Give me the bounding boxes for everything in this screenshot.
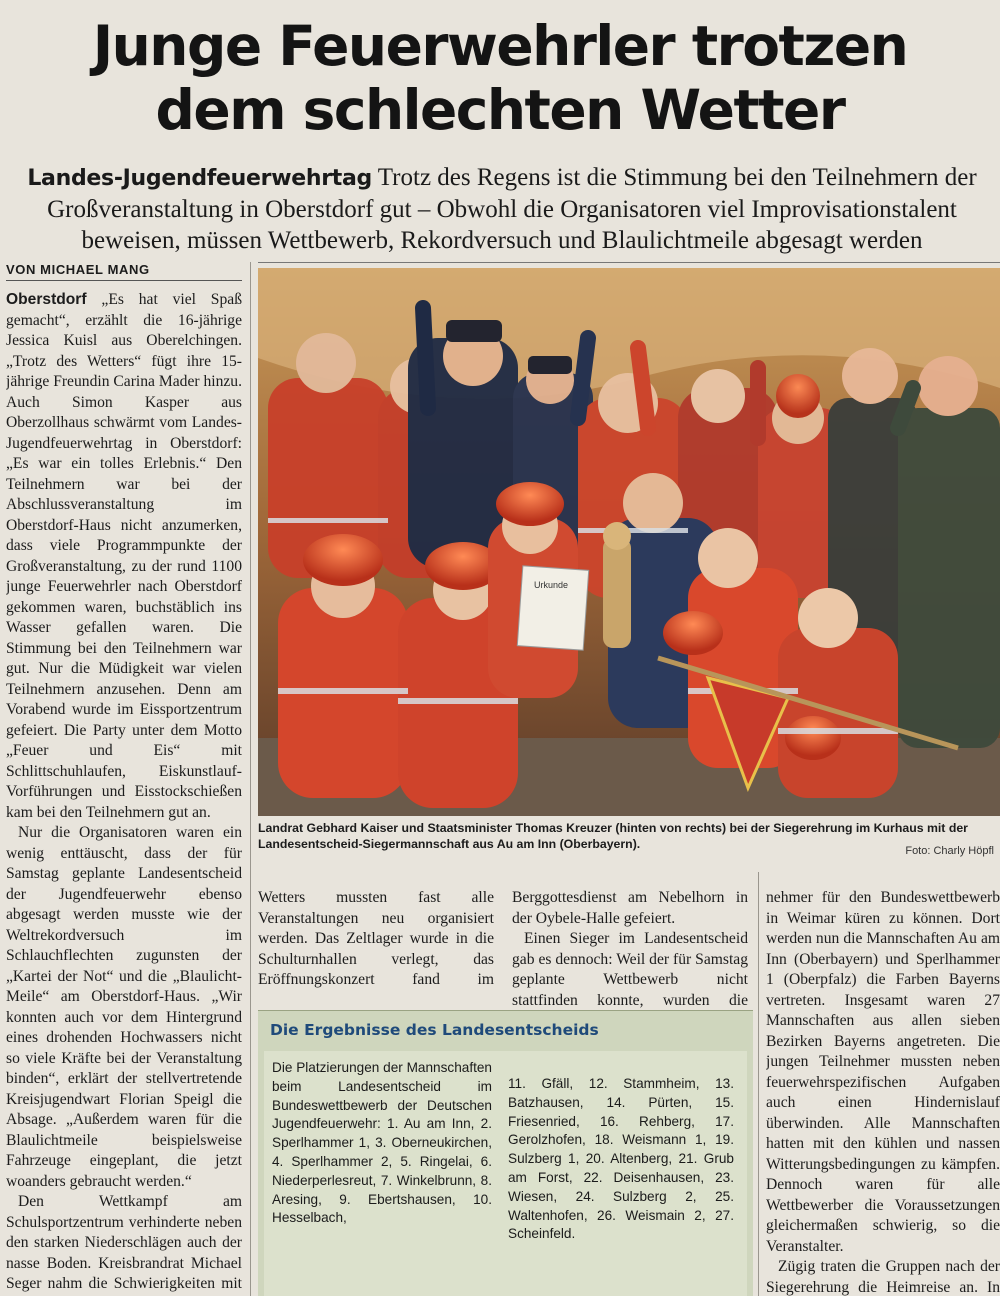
paragraph: Nur die Organisatoren waren ein wenig enttäuscht, dass der für Samstag geplante Landesentscheid der Jugendfeuerwehr ebenso abgesagt werden musste wie der Weltrekordversuch im Schlauchflechten zugunsten der „Kartei der Not“ und die „Blaulicht-Meile“ am Oberstdorf-Haus. „Wir konnten auch vor dem Hintergrund eines drohenden Hochwassers nicht so viele Kräfte bei der Veranstaltung binden“, erklärt der stellvertretende Kreisjugendwart Florian Speigl die Absage. „Außerdem waren für die Blaulichtmeile beispielsweise Fahrzeuge eingeplant, die jetzt woanders gebraucht werden.“ <box>6 824 242 1190</box>
article-column-2 <box>258 888 494 988</box>
paragraph: nehmer für den Bundeswettbewerb in Weimar küren zu können. Dort werden nun die Mannschaften Au am Inn (Oberbayern) und Sperlhammer 1 (Oberpfalz) die Farben Bayerns vertreten. Insgesamt waren 27 Mannschaften aus allen sieben Bezirken Bayerns angetreten. Die jungen Teilnehmer mussten neben feuerwehrspezifischen Aufgaben auch einen Hindernislauf überwinden. Alle Mannschaften hatten mit den kühlen und nassen Witterungsbedingungen zu kämpfen. Dennoch waren für alle Wettbewerber die Voraussetzungen gleichermaßen schwierig, so die Veranstalter. <box>766 889 1000 1255</box>
headline <box>0 14 1000 142</box>
paragraph: Den Wettkampf am Schulsportzentrum verhinderte neben den starken Niederschlägen auch der nasse Boden. Kreisbrandrat Michael Seger nahm die Schwierigkeiten mit <box>6 1193 242 1292</box>
byline: VON MICHAEL MANG <box>6 262 242 281</box>
results-list-1: Die Platzierungen der Mannschaften beim Landesentscheid im Bundeswettbewerb der Deutschen Jugendfeuerwehr: 1. Au am Inn, 2. Sperlhammer 1, 3. Oberneukirchen, 4. Sperlhammer 2, 5. Ringelai, 6. Niederperlesreut, 7. Winkelbrunn, 8. Aresing, 9. Ebertshausen, 10. Hesselbach, <box>272 1060 492 1226</box>
article-column-3 <box>512 888 748 1008</box>
certificate-text: Urkunde <box>534 580 569 590</box>
results-box <box>258 1010 753 1296</box>
paragraph: Zügig traten die Gruppen nach der Siegerehrung die Heimreise an. In <box>766 1258 1000 1296</box>
team-photo <box>258 268 1000 816</box>
deck-line-3: beweisen, müssen Wettbewerb, Rekordversuch und Blaulichtmeile abgesagt werden <box>81 227 923 254</box>
article-column-1 <box>6 290 242 1296</box>
results-list-2: 11. Gfäll, 12. Stammheim, 13. Batzhausen, 14. Pürten, 15. Friesenried, 16. Rehberg, 17. Gerolzhofen, 18. Weismann 1, 19. Sulzberg 1, 20. Altenberg, 21. Grub am Forst, 22. Deisenhausen, 23. Wiesen, 24. Sulzberg 2, 25. Waltenhofen, 26. Weismain 2, 27. Scheinfeld. <box>508 1076 734 1242</box>
photo-credit: Foto: Charly Höpfl <box>905 845 994 857</box>
paragraph: Berggottesdienst am Nebelhorn in der Oybele-Halle gefeiert. <box>512 889 748 927</box>
paragraph: Wetters mussten fast alle Veranstaltungen neu organisiert werden. Das Zeltlager wurde in die Schulturnhallen verlegt, das Eröffnungskonzert fand im <box>258 889 494 988</box>
paragraph: Einen Sieger im Landesentscheid gab es dennoch: Weil der für Samstag geplante Wettbewerb nicht stattfinden konnte, wurden die <box>512 930 748 1008</box>
photo-illustration <box>258 268 1000 816</box>
deck-text-1: Trotz des Regens ist die Stimmung bei den Teilnehmern der <box>377 164 977 191</box>
article-column-4 <box>766 888 1000 1296</box>
deck-line-1 <box>10 162 994 194</box>
headline-line-2: dem schlechten Wetter <box>155 78 845 142</box>
results-box-body <box>264 1051 747 1296</box>
column-divider <box>758 872 759 1296</box>
divider <box>258 262 1000 263</box>
deck-line-2: Großveranstaltung in Oberstdorf gut – Obwohl die Organisatoren viel Improvisationstalent <box>47 196 957 223</box>
dateline: Oberstdorf <box>6 291 87 308</box>
paragraph <box>6 290 242 823</box>
kicker: Landes-Jugendfeuerwehrtag <box>27 166 372 191</box>
paragraph-text: „Es hat viel Spaß gemacht“, erzählt die 16-jährige Jessica Kuisl aus Oberelchingen. „Trotz des Wetters“ fügt ihre 15-jährige Freundin Carina Mader hinzu. Auch Simon Kasper aus Oberzollhaus schwärmt vom Landes-Jugendfeuerwehrtag in Oberstdorf: „Es war ein tolles Erlebnis.“ Den Teilnehmern war bei der Abschlussveranstaltung im Oberstdorf-Haus nicht anzumerken, dass viele Programmpunkte der Großveranstaltung, zu der rund 1100 junge Feuerwehrler nach Oberstdorf gekommen waren, buchstäblich ins Wasser gefallen waren. Die Stimmung bei den Teilnehmern war gut. Nur die Müdigkeit war vielen Teilnehmern anzusehen. Denn am Vorabend wurde im Eissportzentrum gefeiert. Die Party unter dem Motto „Feuer und Eis“ mit Schlittschuhlaufen, Eiskunstlauf-Vorführungen und Eisstockschießen kam bei den Teilnehmern gut an. <box>6 291 242 821</box>
column-divider <box>250 262 251 1296</box>
results-box-title: Die Ergebnisse des Landesentscheids <box>270 1021 599 1039</box>
photo-caption: Landrat Gebhard Kaiser und Staatsminister Thomas Kreuzer (hinten von rechts) bei der Siegerehrung im Kurhaus mit der Landesentscheid-Siegermannschaft aus Au am Inn (Oberbayern). <box>258 821 968 851</box>
deck <box>10 162 994 256</box>
headline-line-1: Junge Feuerwehrler trotzen <box>92 14 908 78</box>
